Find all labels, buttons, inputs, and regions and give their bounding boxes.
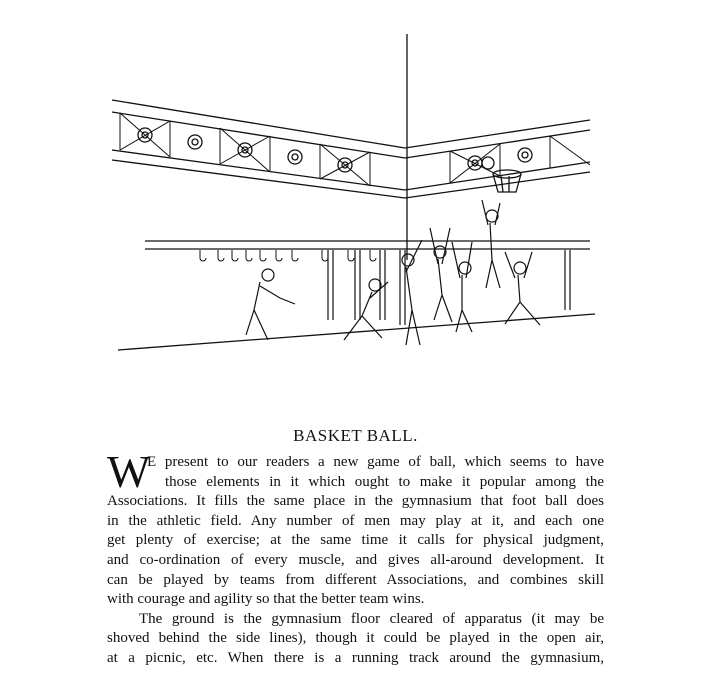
paragraph-1-line-4: in the athletic field. Any number of men may play at it, and each one [107,512,604,529]
paragraph-2-line-3: at a picnic, etc. When there is a running track around the gymnasium, [107,649,604,666]
article-title: BASKET BALL. [293,426,418,445]
paragraph-1-line-7: can be played by teams from different Associations, and combines skill [107,571,604,588]
paragraph-1-line-8: with courage and agility so that the better team wins. [107,591,425,608]
paragraph-1-line-6: and co-ordination of every muscle, and gives all-around development. It [107,551,604,568]
paragraph-1-line-5: get plenty of exercise; at the same time it calls for physical judgment, [107,532,604,549]
paragraph-1-line-1: E present to our readers a new game of ball, which seems to have [147,454,604,470]
article-body [107,446,604,669]
drop-cap: W [107,446,151,497]
paragraph-1-opening [107,446,604,497]
basketball-gymnasium-illustration [100,20,610,380]
paragraph-2-line-2: shoved behind the side lines), though it could be played in the open air, [107,630,604,647]
paragraph-1-line-2: those elements in it which ought to make it popular among the [165,473,604,490]
paragraph-2-line-1: The ground is the gymnasium floor cleared of apparatus (it may be [139,610,604,627]
paragraph-1-line-3: Associations. It fills the same place in the gymnasium that foot ball does [107,493,604,510]
